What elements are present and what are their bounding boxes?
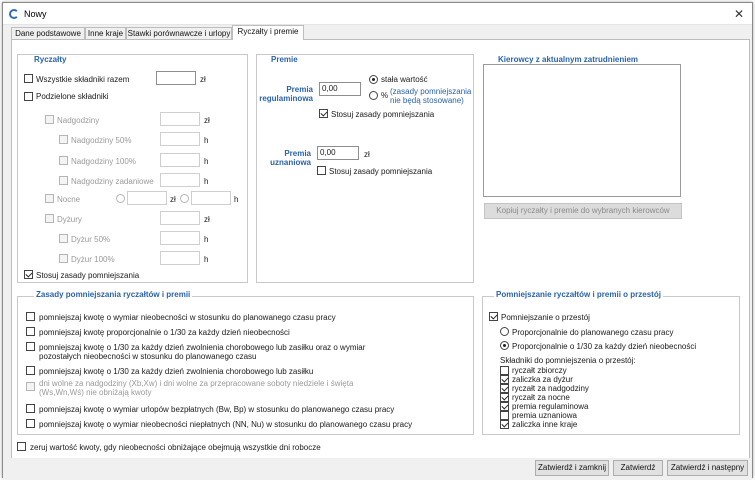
nadgodziny100-unit: h <box>204 157 209 166</box>
premia-uzn-stosuj-label: Stosuj zasady pomniejszania <box>329 167 433 176</box>
zasady-item-checkbox[interactable] <box>26 342 35 351</box>
skladnik-label: ryczałt zbiorczy <box>512 366 567 375</box>
nadgodziny50-label: Nadgodziny 50% <box>71 136 132 145</box>
przestoj-radio-planowany-label: Proporcjonalnie do planowanego czasu pracy <box>512 328 674 337</box>
nadgodziny-label: Nadgodziny <box>57 116 100 125</box>
kierowcy-list[interactable] <box>483 64 681 197</box>
nadgodziny-checkbox[interactable] <box>45 115 54 124</box>
zatwierdz-i-zamknij-button[interactable]: Zatwierdź i zamknij <box>535 460 609 476</box>
nadgodziny-zad-checkbox[interactable] <box>59 176 68 185</box>
zasady-item-checkbox[interactable] <box>26 366 35 375</box>
stala-wartosc-label: stała wartość <box>381 75 428 84</box>
close-icon[interactable]: ✕ <box>733 7 745 21</box>
tab-inne-kraje[interactable]: Inne kraje <box>85 27 126 40</box>
skladnik-label: zaliczka inne kraje <box>512 420 578 429</box>
premia-uznaniowa-label-2: uznaniowa <box>270 158 311 167</box>
dyzury-unit: zł <box>204 215 210 224</box>
stala-wartosc-radio[interactable] <box>369 75 378 84</box>
dyzury-checkbox[interactable] <box>45 214 54 223</box>
tab-stawki[interactable]: Stawki porównawcze i urlopy <box>127 29 231 38</box>
zatwierdz-button[interactable]: Zatwierdź <box>613 460 663 476</box>
zasady-item-label-2: (Ws,Wn,Wś) nie obniżają kwoty <box>39 388 152 397</box>
zeruj-label: zeruj wartość kwoty, gdy nieobecności obniżające obejmują wszystkie dni robocze <box>30 443 321 452</box>
przestoj-checkbox[interactable] <box>489 312 498 321</box>
window-title: Nowy <box>24 9 47 19</box>
zasady-item-label-2: pozostałych nieobecności w stosunku do planowanego czasu <box>39 352 257 361</box>
premia-regulaminowa-label-1: Premia <box>286 85 313 94</box>
premie-title: Premie <box>271 55 298 64</box>
nocne-label: Nocne <box>57 195 81 204</box>
zasady-item-checkbox[interactable] <box>26 312 35 321</box>
zasady-item-label: dni wolne za nadgodziny (Xb,Xw) i dni wolne za przepracowane soboty niedziele i święta <box>39 379 354 388</box>
kopiuj-button[interactable]: Kopiuj ryczałty i premie do wybranych kierowców <box>484 203 682 219</box>
skladnik-label: premia regulaminowa <box>512 402 589 411</box>
przestoj-radio-1-30-label: Proporcjonalnie o 1/30 za każdy dzień nieobecności <box>512 342 697 351</box>
nadgodziny-input[interactable] <box>160 112 200 126</box>
nadgodziny100-input[interactable] <box>160 153 200 167</box>
nadgodziny50-checkbox[interactable] <box>59 135 68 144</box>
premia-uznaniowa-input[interactable]: 0,00 <box>317 146 359 160</box>
nadgodziny50-input[interactable] <box>160 132 200 146</box>
skladnik-label: premia uznaniowa <box>512 411 577 420</box>
skladnik-label: ryczałt za nocne <box>512 393 570 402</box>
dyzur50-unit: h <box>204 235 209 244</box>
tab-content <box>11 39 750 459</box>
dyzur100-input[interactable] <box>160 251 200 265</box>
zasady-item-label: pomniejszaj kwotę o 1/30 za każdy dzień zwolnienia chorobowego lub zasiłku <box>39 367 314 376</box>
skladnik-checkbox[interactable] <box>500 366 509 375</box>
podzielone-checkbox[interactable] <box>24 92 33 101</box>
nocne-h-input[interactable] <box>191 191 231 205</box>
nocne-h-unit: h <box>234 195 239 204</box>
dyzury-label: Dyżury <box>57 215 82 224</box>
title-bar <box>3 3 752 25</box>
nocne-h-radio[interactable] <box>180 194 189 203</box>
dyzur100-label: Dyżur 100% <box>71 255 115 264</box>
skladnik-checkbox[interactable] <box>500 411 509 420</box>
ryczalty-group <box>17 54 248 283</box>
skladnik-checkbox[interactable] <box>500 402 509 411</box>
dyzur100-checkbox[interactable] <box>59 254 68 263</box>
zasady-item-label: pomniejszaj kwotę o 1/30 za każdy dzień zwolnienia chorobowego lub zasiłku oraz o wymiar <box>39 343 366 352</box>
premia-uznaniowa-unit: zł <box>364 150 370 159</box>
wszystkie-skladniki-checkbox[interactable] <box>24 74 33 83</box>
zasady-item-label: pomniejszaj kwotę o wymiar urlopów bezpłatnych (Bw, Bp) w stosunku do planowanego czasu pracy <box>39 405 395 414</box>
zatwierdz-i-nastepny-button[interactable]: Zatwierdź i następny <box>667 460 748 476</box>
zasady-item-checkbox[interactable] <box>26 327 35 336</box>
ryczalty-stosuj-label: Stosuj zasady pomniejszania <box>36 271 140 280</box>
skladnik-label: ryczałt za nadgodziny <box>512 384 589 393</box>
tab-dane-podstawowe[interactable]: Dane podstawowe <box>11 27 85 40</box>
dyzur50-label: Dyżur 50% <box>71 235 111 244</box>
nadgodziny-unit: zł <box>204 116 210 125</box>
dyzur50-checkbox[interactable] <box>59 234 68 243</box>
nadgodziny-zad-input[interactable] <box>160 173 200 187</box>
nadgodziny100-checkbox[interactable] <box>59 156 68 165</box>
nocne-zl-unit: zł <box>170 195 176 204</box>
dyzury-input[interactable] <box>160 211 200 225</box>
premia-uznaniowa-label-1: Premia <box>284 149 311 158</box>
zasady-title: Zasady pomniejszania ryczałtów i premii <box>36 290 191 299</box>
zasady-item-checkbox[interactable] <box>26 419 35 428</box>
procent-radio[interactable] <box>369 91 378 100</box>
procent-note-2: nie będą stosowane) <box>390 96 464 105</box>
nadgodziny100-label: Nadgodziny 100% <box>71 157 136 166</box>
podzielone-label: Podzielone składniki <box>36 92 109 101</box>
nadgodziny50-unit: h <box>204 136 209 145</box>
przestoj-radio-1-30[interactable] <box>500 341 509 350</box>
premia-reg-stosuj-checkbox[interactable] <box>319 109 328 118</box>
skladnik-checkbox[interactable] <box>500 375 509 384</box>
zasady-item-checkbox[interactable] <box>26 404 35 413</box>
premia-regulaminowa-label-2: regulaminowa <box>259 94 313 103</box>
nocne-zl-input[interactable] <box>127 191 167 205</box>
dyzur50-input[interactable] <box>160 231 200 245</box>
tab-ryczalty-premie[interactable]: Ryczałty i premie <box>232 25 304 40</box>
skladnik-checkbox[interactable] <box>500 384 509 393</box>
przestoj-radio-planowany[interactable] <box>500 327 509 336</box>
skladnik-label: zaliczka za dyżur <box>512 375 573 384</box>
nocne-checkbox[interactable] <box>45 194 54 203</box>
dialog-window <box>2 2 753 478</box>
skladniki-label: Składniki do pomniejszenia o przestój: <box>500 356 636 365</box>
premia-uzn-stosuj-checkbox[interactable] <box>317 166 326 175</box>
procent-label: % <box>381 91 389 100</box>
premia-regulaminowa-input[interactable]: 0,00 <box>319 82 361 96</box>
przestoj-label: Pomniejszanie o przestój <box>501 313 590 322</box>
kierowcy-title: Kierowcy z aktualnym zatrudnieniem <box>498 55 639 64</box>
premia-reg-stosuj-label: Stosuj zasady pomniejszania <box>331 110 435 119</box>
zasady-item-label: pomniejszaj kwotę o wymiar nieobecności w stosunku do planowanego czasu pracy <box>39 313 336 322</box>
przestoj-title: Pomniejszanie ryczałtów i premii o przestój <box>496 290 661 299</box>
zasady-item-checkbox[interactable] <box>26 382 35 391</box>
wszystkie-unit: zł <box>200 75 206 84</box>
procent-note-1: (zasady pomniejszania <box>390 87 472 96</box>
button-bar <box>3 458 752 479</box>
app-icon <box>9 9 19 19</box>
skladnik-checkbox[interactable] <box>500 420 509 429</box>
ryczalty-title: Ryczałty <box>34 55 67 64</box>
zasady-item-label: pomniejszaj kwotę o wymiar nieobecności niepłatnych (NN, Nu) w stosunku do planowanego czasu pracy <box>39 420 413 429</box>
nocne-zl-radio[interactable] <box>116 194 125 203</box>
zeruj-checkbox[interactable] <box>17 442 26 451</box>
nadgodziny-zad-label: Nadgodziny zadaniowe <box>71 177 154 186</box>
zasady-item-label: pomniejszaj kwotę proporcjonalnie o 1/30 za każdy dzień nieobecności <box>39 328 290 337</box>
dyzur100-unit: h <box>204 255 209 264</box>
wszystkie-skladniki-input[interactable] <box>156 71 196 85</box>
wszystkie-skladniki-label: Wszystkie składniki razem <box>36 75 130 84</box>
ryczalty-stosuj-checkbox[interactable] <box>24 270 33 279</box>
nadgodziny-zad-unit: h <box>204 177 209 186</box>
skladnik-checkbox[interactable] <box>500 393 509 402</box>
